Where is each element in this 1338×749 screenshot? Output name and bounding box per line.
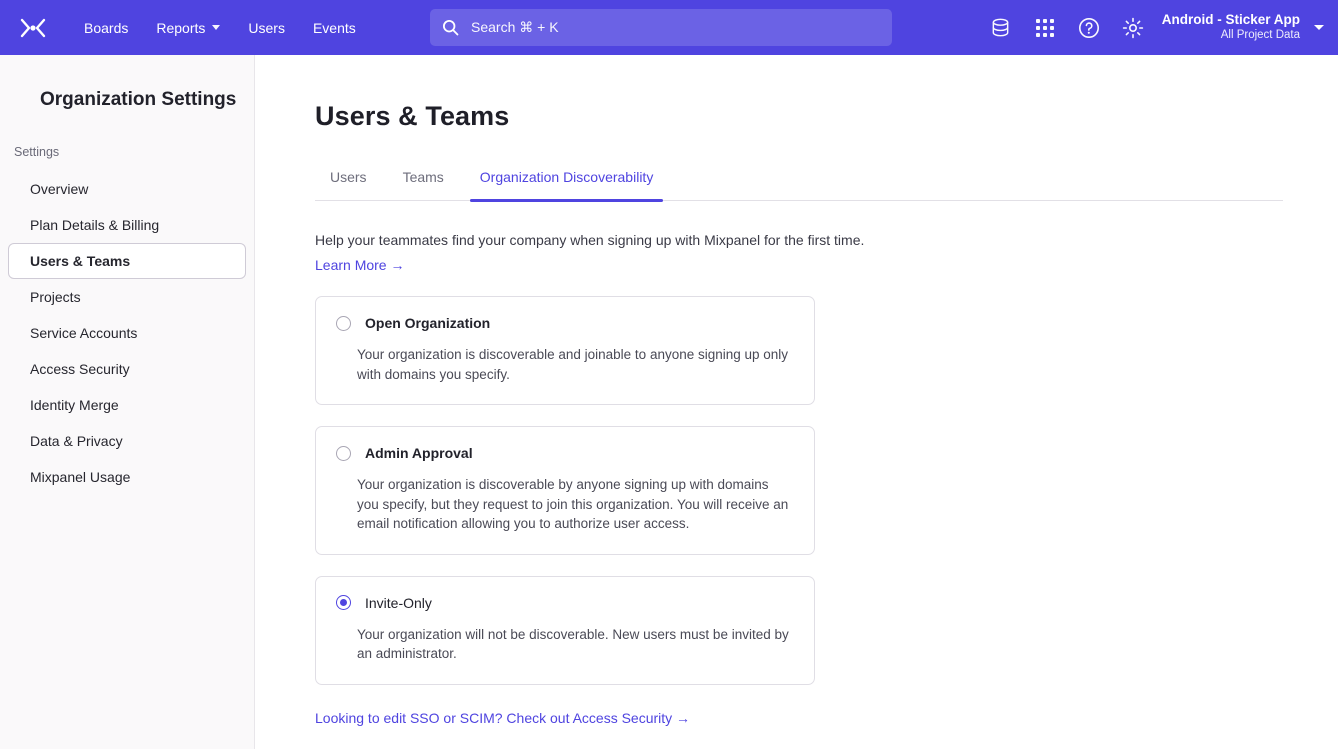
project-name: Android - Sticker App	[1161, 12, 1300, 27]
sidebar-item-label: Identity Merge	[30, 397, 119, 413]
main-nav-links	[70, 12, 370, 44]
sidebar-section-label: Settings	[14, 145, 60, 159]
project-selector[interactable]	[1162, 12, 1324, 43]
option-card-header	[336, 595, 794, 611]
sidebar-item-label: Overview	[30, 181, 89, 197]
sidebar-item-projects[interactable]	[8, 279, 246, 315]
apps-grid-icon[interactable]	[1032, 15, 1058, 41]
database-icon[interactable]	[988, 15, 1014, 41]
nav-item-users-label: Users	[248, 19, 285, 36]
page-title: Users & Teams	[315, 101, 510, 131]
tab-label: Teams	[402, 169, 444, 185]
option-description: Your organization is discoverable and joinable to anyone signing up only with domains you specify.	[357, 347, 789, 382]
sidebar-item-label: Data & Privacy	[30, 433, 123, 449]
option-description: Your organization is discoverable by anyone signing up with domains you specify, but they request to join this organization. You will receive an email notification allowing you to authorize user access.	[357, 477, 789, 531]
tab-organization-discoverability[interactable]	[462, 169, 672, 200]
tab-label: Users	[330, 169, 367, 185]
option-card-header	[336, 315, 794, 331]
sidebar-item-users-teams[interactable]	[8, 243, 246, 279]
learn-more-link[interactable]: Learn More →	[315, 257, 405, 273]
option-card-header	[336, 445, 794, 461]
sidebar-item-identity-merge[interactable]	[8, 387, 246, 423]
access-security-link[interactable]: Looking to edit SSO or SCIM? Check out Access Security →	[315, 709, 691, 726]
sidebar-item-label: Projects	[30, 289, 81, 305]
main-content	[255, 55, 1338, 749]
help-circle-icon[interactable]	[1076, 15, 1102, 41]
tab-teams[interactable]	[385, 169, 462, 200]
sidebar-item-mixpanel-usage[interactable]	[8, 459, 246, 495]
top-right-icon-group	[988, 15, 1152, 41]
sidebar-item-label: Plan Details & Billing	[30, 217, 160, 233]
option-card-open-organization[interactable]	[315, 296, 815, 405]
radio-open-organization[interactable]	[336, 316, 351, 331]
sidebar-item-plan-details-billing[interactable]	[8, 207, 246, 243]
search-input[interactable]	[430, 9, 892, 46]
nav-item-events-label: Events	[312, 19, 356, 36]
nav-item-users[interactable]	[234, 12, 299, 44]
sidebar-item-label: Access Security	[30, 361, 130, 377]
option-title: Open Organization	[365, 315, 491, 331]
option-card-invite-only[interactable]	[315, 576, 815, 685]
search-icon	[442, 19, 459, 36]
settings-sidebar	[0, 55, 255, 749]
option-card-admin-approval[interactable]	[315, 426, 815, 555]
nav-item-events[interactable]	[299, 12, 370, 44]
sidebar-item-service-accounts[interactable]	[8, 315, 246, 351]
search-placeholder-text: Search ⌘ + K	[471, 19, 559, 35]
tab-users[interactable]	[315, 169, 385, 200]
intro-text: Help your teammates find your company when signing up with Mixpanel for the first time.	[315, 232, 865, 248]
sidebar-item-access-security[interactable]	[8, 351, 246, 387]
option-title: Admin Approval	[365, 445, 473, 461]
tab-label: Organization Discoverability	[479, 169, 654, 185]
radio-invite-only[interactable]	[336, 595, 351, 610]
sidebar-item-label: Users & Teams	[30, 253, 131, 269]
page-body	[0, 55, 1338, 749]
gear-icon[interactable]	[1120, 15, 1146, 41]
content-tabs	[315, 169, 1283, 201]
nav-item-reports[interactable]	[142, 12, 234, 44]
option-description: Your organization will not be discoverable. New users must be invited by an administrator.	[357, 626, 789, 661]
chevron-down-icon	[1314, 25, 1324, 30]
sidebar-item-label: Mixpanel Usage	[30, 469, 131, 485]
nav-item-boards-label: Boards	[84, 19, 129, 36]
sidebar-item-label: Service Accounts	[30, 325, 138, 341]
project-scope: All Project Data	[1220, 29, 1300, 41]
sidebar-item-data-privacy[interactable]	[8, 423, 246, 459]
chevron-down-icon	[212, 25, 220, 30]
top-navigation-bar	[0, 0, 1338, 55]
nav-item-boards[interactable]	[70, 12, 142, 44]
option-title: Invite-Only	[365, 594, 432, 611]
radio-admin-approval[interactable]	[336, 446, 351, 461]
sidebar-title: Organization Settings	[40, 89, 237, 110]
mixpanel-logo-icon[interactable]	[18, 13, 48, 43]
sidebar-item-overview[interactable]	[8, 171, 246, 207]
nav-item-reports-label: Reports	[156, 19, 206, 36]
